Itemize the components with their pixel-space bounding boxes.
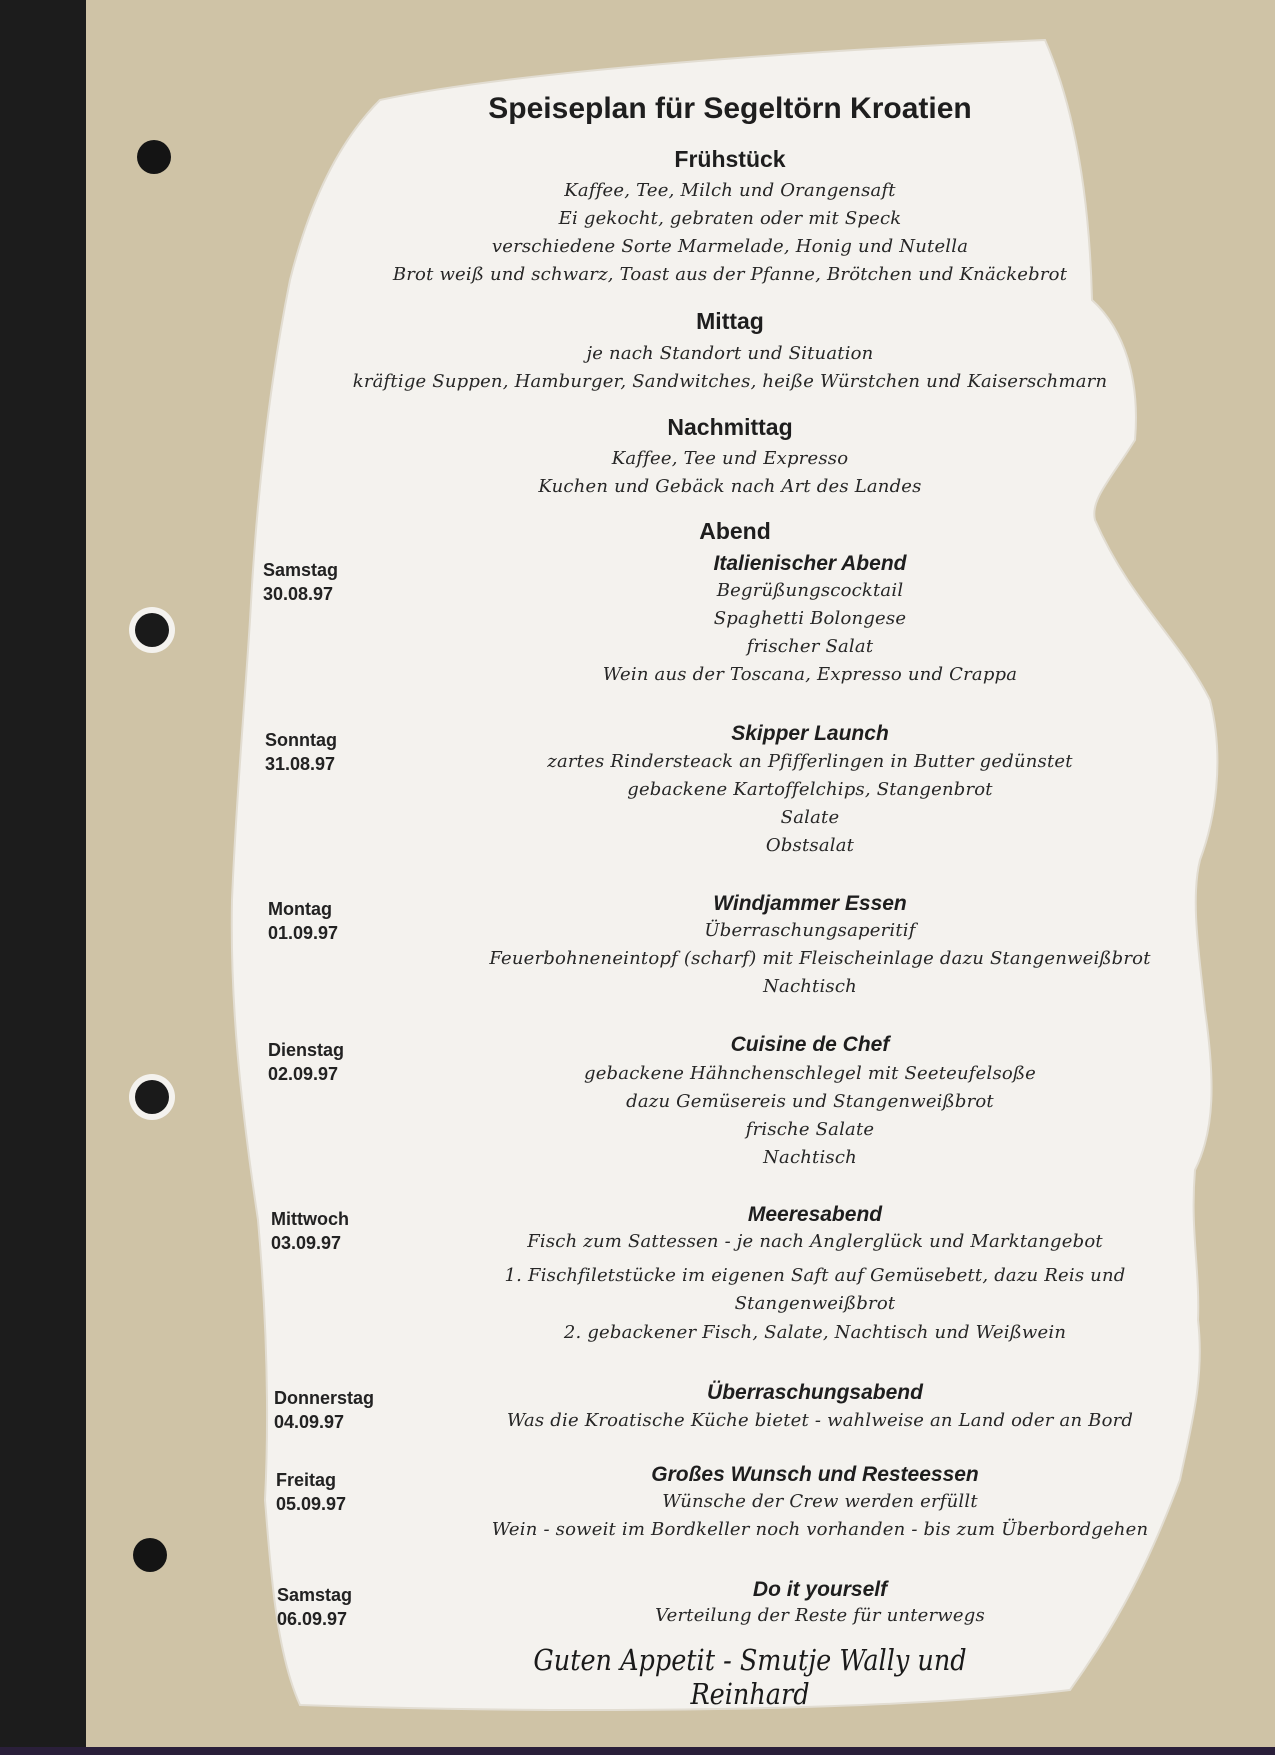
evening-title: Do it yourself xyxy=(752,1578,888,1601)
weekday: Freitag xyxy=(276,1470,337,1490)
section-heading-mittag: Mittag xyxy=(696,308,764,334)
menu-line: 2. gebackener Fisch, Salate, Nachtisch und Weißwein xyxy=(563,1322,1067,1343)
day-label xyxy=(268,1038,344,1086)
handwritten-signature: Guten Appetit - Smutje Wally und Reinhard xyxy=(533,1643,967,1711)
day-label xyxy=(274,1386,374,1434)
evening-title: Meeresabend xyxy=(747,1203,883,1226)
menu-line: frischer Salat xyxy=(746,636,874,657)
menu-line: Überraschungsaperitif xyxy=(704,920,916,941)
section-heading-fruehstueck: Frühstück xyxy=(674,146,786,172)
weekday: Samstag xyxy=(263,560,339,580)
menu-line: Wein - soweit im Bordkeller noch vorhanden - bis zum Überbordgehen xyxy=(491,1519,1149,1540)
menu-line: Nachtisch xyxy=(763,1147,857,1168)
menu-line: gebackene Kartoffelchips, Stangenbrot xyxy=(627,779,993,800)
menu-line: Kaffee, Tee, Milch und Orangensaft xyxy=(564,180,896,201)
menu-line: 1. Fischfiletstücke im eigenen Saft auf Gemüsebett, dazu Reis und xyxy=(504,1265,1126,1286)
date: 06.09.97 xyxy=(277,1609,348,1629)
weekday: Samstag xyxy=(277,1585,353,1605)
day-label xyxy=(265,728,337,776)
day-label xyxy=(268,897,338,945)
menu-line: Begrüßungscocktail xyxy=(716,580,904,601)
menu-line: verschiedene Sorte Marmelade, Honig und Nutella xyxy=(491,236,969,257)
date: 03.09.97 xyxy=(271,1233,342,1253)
menu-line: Nachtisch xyxy=(763,976,857,997)
page-title: Speiseplan für Segeltörn Kroatien xyxy=(488,92,972,125)
menu-line: dazu Gemüsereis und Stangenweißbrot xyxy=(626,1091,994,1112)
menu-line: Brot weiß und schwarz, Toast aus der Pfanne, Brötchen und Knäckebrot xyxy=(392,264,1068,285)
date: 02.09.97 xyxy=(268,1064,339,1084)
menu-line: Ei gekocht, gebraten oder mit Speck xyxy=(558,208,902,229)
day-label xyxy=(271,1207,349,1255)
weekday: Mittwoch xyxy=(271,1209,349,1229)
menu-line: Verteilung der Reste für unterwegs xyxy=(655,1605,985,1626)
weekday: Dienstag xyxy=(268,1040,345,1060)
day-label xyxy=(277,1583,352,1631)
weekday: Donnerstag xyxy=(274,1388,375,1408)
evening-title: Großes Wunsch und Resteessen xyxy=(651,1463,979,1486)
evening-title: Italienischer Abend xyxy=(713,552,907,575)
date: 31.08.97 xyxy=(265,754,336,774)
menu-line: je nach Standort und Situation xyxy=(586,343,874,364)
evening-title: Überraschungsabend xyxy=(707,1381,923,1404)
evening-title: Windjammer Essen xyxy=(713,892,907,915)
weekday: Sonntag xyxy=(265,730,337,750)
weekday: Montag xyxy=(268,899,332,919)
menu-line: gebackene Hähnchenschlegel mit Seeteufelsoße xyxy=(583,1063,1037,1084)
section-heading-abend: Abend xyxy=(699,518,771,544)
date: 01.09.97 xyxy=(268,923,339,943)
menu-line: Wein aus der Toscana, Expresso und Crappa xyxy=(602,664,1018,685)
date: 30.08.97 xyxy=(263,584,334,604)
menu-line: zartes Rindersteack an Pfifferlingen in Butter gedünstet xyxy=(547,751,1073,772)
menu-line: kräftige Suppen, Hamburger, Sandwitches, heiße Würstchen und Kaiserschmarn xyxy=(352,371,1108,392)
menu-line: Stangenweißbrot xyxy=(734,1293,896,1314)
menu-line: Feuerbohneneintopf (scharf) mit Fleischeinlage dazu Stangenweißbrot xyxy=(489,948,1151,969)
evening-title: Cuisine de Chef xyxy=(730,1033,890,1056)
menu-line: Was die Kroatische Küche bietet - wahlweise an Land oder an Bord xyxy=(506,1410,1134,1431)
day-label xyxy=(263,558,338,606)
menu-line: Wünsche der Crew werden erfüllt xyxy=(662,1491,978,1512)
date: 05.09.97 xyxy=(276,1494,347,1514)
section-heading-nachmittag: Nachmittag xyxy=(667,414,793,440)
menu-line: Kaffee, Tee und Expresso xyxy=(611,448,849,469)
menu-line: Obstsalat xyxy=(765,835,855,856)
evening-title: Skipper Launch xyxy=(731,722,889,745)
menu-line: Fisch zum Sattessen - je nach Anglerglück und Marktangebot xyxy=(527,1231,1103,1252)
day-label xyxy=(276,1468,346,1516)
menu-line: Spaghetti Bolongese xyxy=(713,608,907,629)
date: 04.09.97 xyxy=(274,1412,345,1432)
menu-line: Salate xyxy=(780,807,840,828)
menu-line: frische Salate xyxy=(745,1119,875,1140)
menu-line: Kuchen und Gebäck nach Art des Landes xyxy=(538,476,922,497)
